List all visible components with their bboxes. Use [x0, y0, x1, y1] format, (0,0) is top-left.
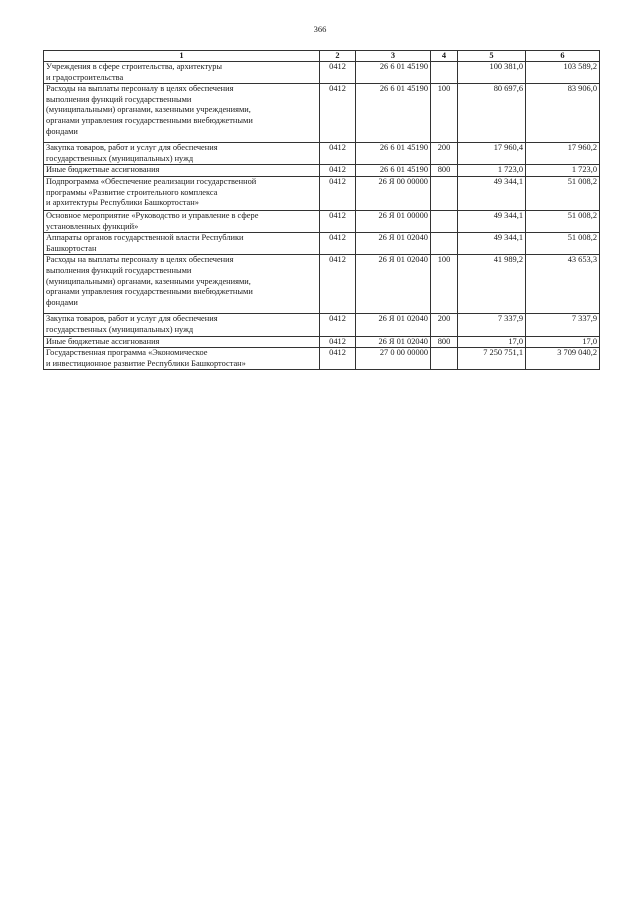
row-target-cell: 26 Я 01 02040 [356, 336, 431, 348]
row-expense-type-cell: 200 [431, 314, 458, 336]
row-sum-2-cell: 17,0 [526, 336, 600, 348]
table-row [44, 233, 600, 255]
row-expense-type-cell: 800 [431, 165, 458, 177]
row-target-cell: 26 6 01 45190 [356, 84, 431, 143]
column-header-name: 1 [44, 51, 320, 62]
row-name-cell: Учреждения в сфере строительства, архитектуры и градостроительства [44, 62, 320, 84]
row-name-cell: Расходы на выплаты персоналу в целях обеспечения выполнения функций государственными (муниципальными) органами, казенными учреждениями, органами управления государственными внебюджетными фондами [44, 255, 320, 314]
row-sum-1-cell: 7 337,9 [458, 314, 526, 336]
row-target-cell: 26 Я 01 00000 [356, 210, 431, 232]
row-section-cell: 0412 [320, 143, 356, 165]
row-section-cell: 0412 [320, 233, 356, 255]
table-row [44, 336, 600, 348]
row-section-cell: 0412 [320, 84, 356, 143]
column-header-sum-1: 5 [458, 51, 526, 62]
row-target-cell: 26 Я 00 00000 [356, 176, 431, 210]
row-name-cell: Иные бюджетные ассигнования [44, 165, 320, 177]
row-target-cell: 27 0 00 00000 [356, 348, 431, 370]
row-expense-type-cell: 800 [431, 336, 458, 348]
row-name-cell: Государственная программа «Экономическое и инвестиционное развитие Республики Башкортостан» [44, 348, 320, 370]
row-name-cell: Иные бюджетные ассигнования [44, 336, 320, 348]
column-header-sum-2: 6 [526, 51, 600, 62]
row-target-cell: 26 Я 01 02040 [356, 314, 431, 336]
row-sum-1-cell: 17,0 [458, 336, 526, 348]
column-header-target: 3 [356, 51, 431, 62]
row-expense-type-cell [431, 176, 458, 210]
table-row [44, 143, 600, 165]
row-expense-type-cell: 100 [431, 255, 458, 314]
row-sum-2-cell: 3 709 040,2 [526, 348, 600, 370]
row-sum-2-cell: 1 723,0 [526, 165, 600, 177]
row-target-cell: 26 Я 01 02040 [356, 255, 431, 314]
row-section-cell: 0412 [320, 176, 356, 210]
row-section-cell: 0412 [320, 62, 356, 84]
table-row [44, 62, 600, 84]
row-target-cell: 26 6 01 45190 [356, 165, 431, 177]
row-expense-type-cell: 200 [431, 143, 458, 165]
row-sum-1-cell: 49 344,1 [458, 176, 526, 210]
table-row [44, 314, 600, 336]
row-name-cell: Аппараты органов государственной власти Республики Башкортостан [44, 233, 320, 255]
row-section-cell: 0412 [320, 314, 356, 336]
table-header-row [44, 51, 600, 62]
row-name-cell: Расходы на выплаты персоналу в целях обеспечения выполнения функций государственными (муниципальными) органами, казенными учреждениями, органами управления государственными внебюджетными фондами [44, 84, 320, 143]
table-row [44, 84, 600, 143]
row-expense-type-cell [431, 62, 458, 84]
row-sum-1-cell: 49 344,1 [458, 210, 526, 232]
row-sum-1-cell: 49 344,1 [458, 233, 526, 255]
row-sum-2-cell: 51 008,2 [526, 210, 600, 232]
row-sum-1-cell: 17 960,4 [458, 143, 526, 165]
row-section-cell: 0412 [320, 336, 356, 348]
row-section-cell: 0412 [320, 165, 356, 177]
row-sum-2-cell: 83 906,0 [526, 84, 600, 143]
row-expense-type-cell [431, 233, 458, 255]
row-target-cell: 26 6 01 45190 [356, 143, 431, 165]
row-sum-2-cell: 17 960,2 [526, 143, 600, 165]
column-header-section: 2 [320, 51, 356, 62]
row-sum-1-cell: 80 697,6 [458, 84, 526, 143]
table-row [44, 255, 600, 314]
row-expense-type-cell: 100 [431, 84, 458, 143]
row-target-cell: 26 6 01 45190 [356, 62, 431, 84]
row-sum-2-cell: 51 008,2 [526, 233, 600, 255]
row-sum-1-cell: 7 250 751,1 [458, 348, 526, 370]
budget-table [43, 50, 600, 370]
table-row [44, 176, 600, 210]
row-sum-2-cell: 7 337,9 [526, 314, 600, 336]
row-sum-2-cell: 43 653,3 [526, 255, 600, 314]
row-section-cell: 0412 [320, 255, 356, 314]
table-row [44, 348, 600, 370]
row-sum-2-cell: 51 008,2 [526, 176, 600, 210]
row-sum-1-cell: 1 723,0 [458, 165, 526, 177]
row-sum-1-cell: 41 989,2 [458, 255, 526, 314]
table-row [44, 210, 600, 232]
row-name-cell: Основное мероприятие «Руководство и управление в сфере установленных функций» [44, 210, 320, 232]
row-sum-1-cell: 100 381,0 [458, 62, 526, 84]
row-section-cell: 0412 [320, 348, 356, 370]
row-name-cell: Подпрограмма «Обеспечение реализации государственной программы «Развитие строительного комплекса и архитектуры Республики Башкортостан» [44, 176, 320, 210]
row-name-cell: Закупка товаров, работ и услуг для обеспечения государственных (муниципальных) нужд [44, 314, 320, 336]
column-header-expense-type: 4 [431, 51, 458, 62]
row-target-cell: 26 Я 01 02040 [356, 233, 431, 255]
row-expense-type-cell [431, 348, 458, 370]
page-number: 366 [313, 24, 327, 34]
row-expense-type-cell [431, 210, 458, 232]
table-row [44, 165, 600, 177]
row-section-cell: 0412 [320, 210, 356, 232]
row-name-cell: Закупка товаров, работ и услуг для обеспечения государственных (муниципальных) нужд [44, 143, 320, 165]
row-sum-2-cell: 103 589,2 [526, 62, 600, 84]
